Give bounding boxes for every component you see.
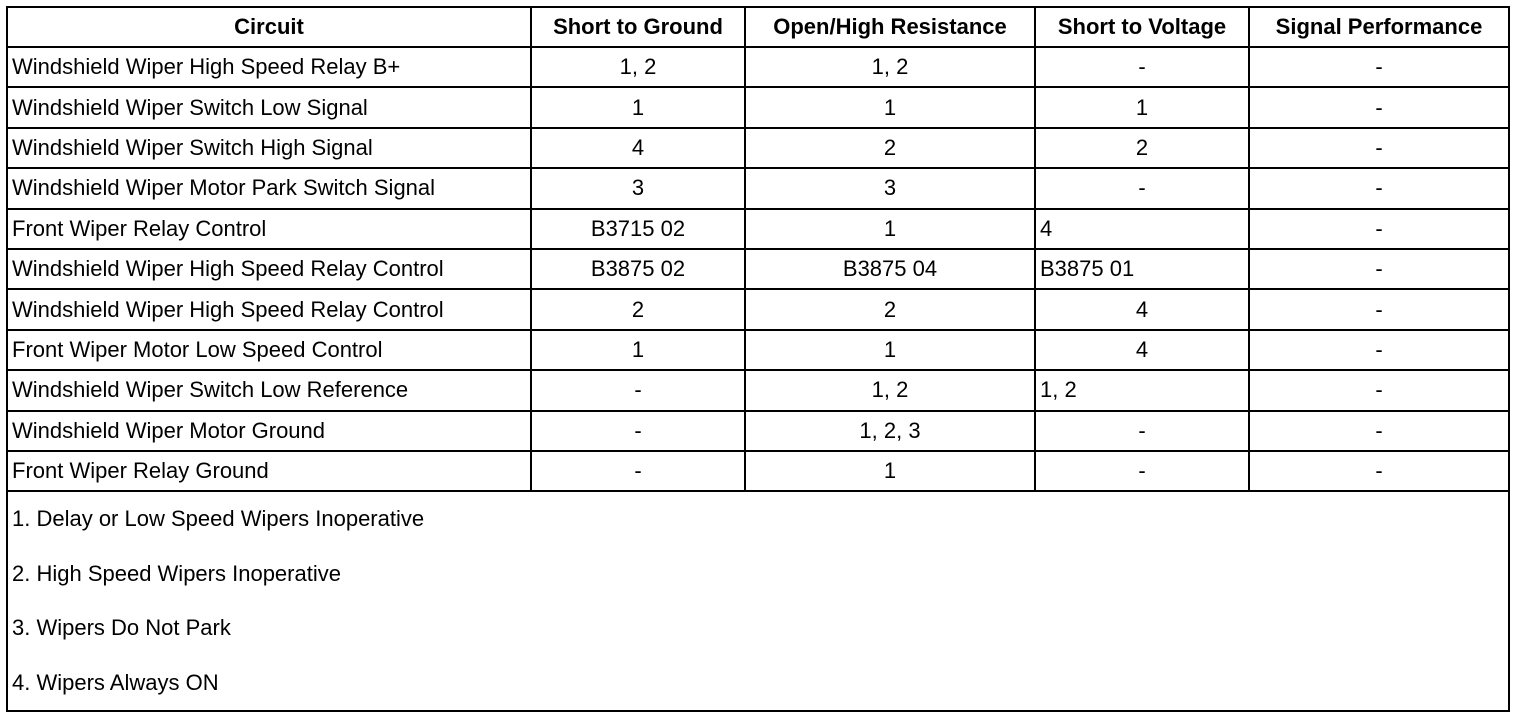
- circuit-cell: Front Wiper Motor Low Speed Control: [7, 330, 531, 370]
- table-row: [7, 47, 1509, 87]
- open-high-resistance-cell: 1: [745, 330, 1035, 370]
- short-to-ground-cell: B3715 02: [531, 209, 745, 249]
- short-to-ground-cell: 1: [531, 330, 745, 370]
- signal-performance-cell: -: [1249, 330, 1509, 370]
- short-to-ground-cell: -: [531, 451, 745, 491]
- short-to-voltage-cell: -: [1035, 411, 1249, 451]
- note-line: 3. Wipers Do Not Park: [12, 615, 231, 641]
- open-high-resistance-cell: 1: [745, 209, 1035, 249]
- circuit-cell: Windshield Wiper High Speed Relay Control: [7, 249, 531, 289]
- table-row: [7, 168, 1509, 208]
- short-to-voltage-cell: -: [1035, 168, 1249, 208]
- header-circuit: Circuit: [7, 7, 531, 47]
- signal-performance-cell: -: [1249, 128, 1509, 168]
- short-to-ground-cell: -: [531, 370, 745, 410]
- signal-performance-cell: -: [1249, 249, 1509, 289]
- note-line: 2. High Speed Wipers Inoperative: [12, 560, 341, 586]
- signal-performance-cell: -: [1249, 411, 1509, 451]
- short-to-voltage-cell: 2: [1035, 128, 1249, 168]
- short-to-voltage-cell: 1, 2: [1035, 370, 1249, 410]
- short-to-ground-cell: 3: [531, 168, 745, 208]
- signal-performance-cell: -: [1249, 451, 1509, 491]
- open-high-resistance-cell: 1, 2, 3: [745, 411, 1035, 451]
- circuit-cell: Windshield Wiper Switch High Signal: [7, 128, 531, 168]
- open-high-resistance-cell: 1: [745, 451, 1035, 491]
- header-signal-performance: Signal Performance: [1249, 7, 1509, 47]
- circuit-cell: Front Wiper Relay Ground: [7, 451, 531, 491]
- table-row: [7, 249, 1509, 289]
- circuit-cell: Windshield Wiper High Speed Relay B+: [7, 47, 531, 87]
- table-row: [7, 289, 1509, 329]
- signal-performance-cell: -: [1249, 289, 1509, 329]
- notes-cell: [7, 491, 1509, 711]
- open-high-resistance-cell: 2: [745, 289, 1035, 329]
- short-to-voltage-cell: 1: [1035, 87, 1249, 127]
- table-row: [7, 330, 1509, 370]
- table-row: [7, 87, 1509, 127]
- signal-performance-cell: -: [1249, 370, 1509, 410]
- table-row: [7, 128, 1509, 168]
- circuit-cell: Windshield Wiper Motor Park Switch Signal: [7, 168, 531, 208]
- short-to-ground-cell: 1, 2: [531, 47, 745, 87]
- short-to-voltage-cell: -: [1035, 47, 1249, 87]
- short-to-ground-cell: 1: [531, 87, 745, 127]
- notes-row: [7, 491, 1509, 711]
- short-to-voltage-cell: 4: [1035, 289, 1249, 329]
- table-row: [7, 209, 1509, 249]
- circuit-cell: Windshield Wiper High Speed Relay Control: [7, 289, 531, 329]
- short-to-ground-cell: -: [531, 411, 745, 451]
- header-short-to-ground: Short to Ground: [531, 7, 745, 47]
- short-to-voltage-cell: 4: [1035, 330, 1249, 370]
- circuit-cell: Windshield Wiper Motor Ground: [7, 411, 531, 451]
- open-high-resistance-cell: 1: [745, 87, 1035, 127]
- short-to-voltage-cell: -: [1035, 451, 1249, 491]
- open-high-resistance-cell: 1, 2: [745, 370, 1035, 410]
- table-row: [7, 370, 1509, 410]
- open-high-resistance-cell: 3: [745, 168, 1035, 208]
- open-high-resistance-cell: 1, 2: [745, 47, 1035, 87]
- signal-performance-cell: -: [1249, 209, 1509, 249]
- circuit-cell: Front Wiper Relay Control: [7, 209, 531, 249]
- open-high-resistance-cell: 2: [745, 128, 1035, 168]
- short-to-voltage-cell: 4: [1035, 209, 1249, 249]
- short-to-ground-cell: B3875 02: [531, 249, 745, 289]
- short-to-ground-cell: 4: [531, 128, 745, 168]
- open-high-resistance-cell: B3875 04: [745, 249, 1035, 289]
- note-line: 1. Delay or Low Speed Wipers Inoperative: [12, 506, 425, 532]
- header-open-high-resistance: Open/High Resistance: [745, 7, 1035, 47]
- table-row: [7, 451, 1509, 491]
- short-to-ground-cell: 2: [531, 289, 745, 329]
- signal-performance-cell: -: [1249, 87, 1509, 127]
- circuit-cell: Windshield Wiper Switch Low Reference: [7, 370, 531, 410]
- circuit-symptom-table: [6, 6, 1510, 712]
- table-row: [7, 411, 1509, 451]
- note-line: 4. Wipers Always ON: [12, 669, 219, 695]
- signal-performance-cell: -: [1249, 47, 1509, 87]
- short-to-voltage-cell: B3875 01: [1035, 249, 1249, 289]
- table-header-row: [7, 7, 1509, 47]
- circuit-cell: Windshield Wiper Switch Low Signal: [7, 87, 531, 127]
- signal-performance-cell: -: [1249, 168, 1509, 208]
- header-short-to-voltage: Short to Voltage: [1035, 7, 1249, 47]
